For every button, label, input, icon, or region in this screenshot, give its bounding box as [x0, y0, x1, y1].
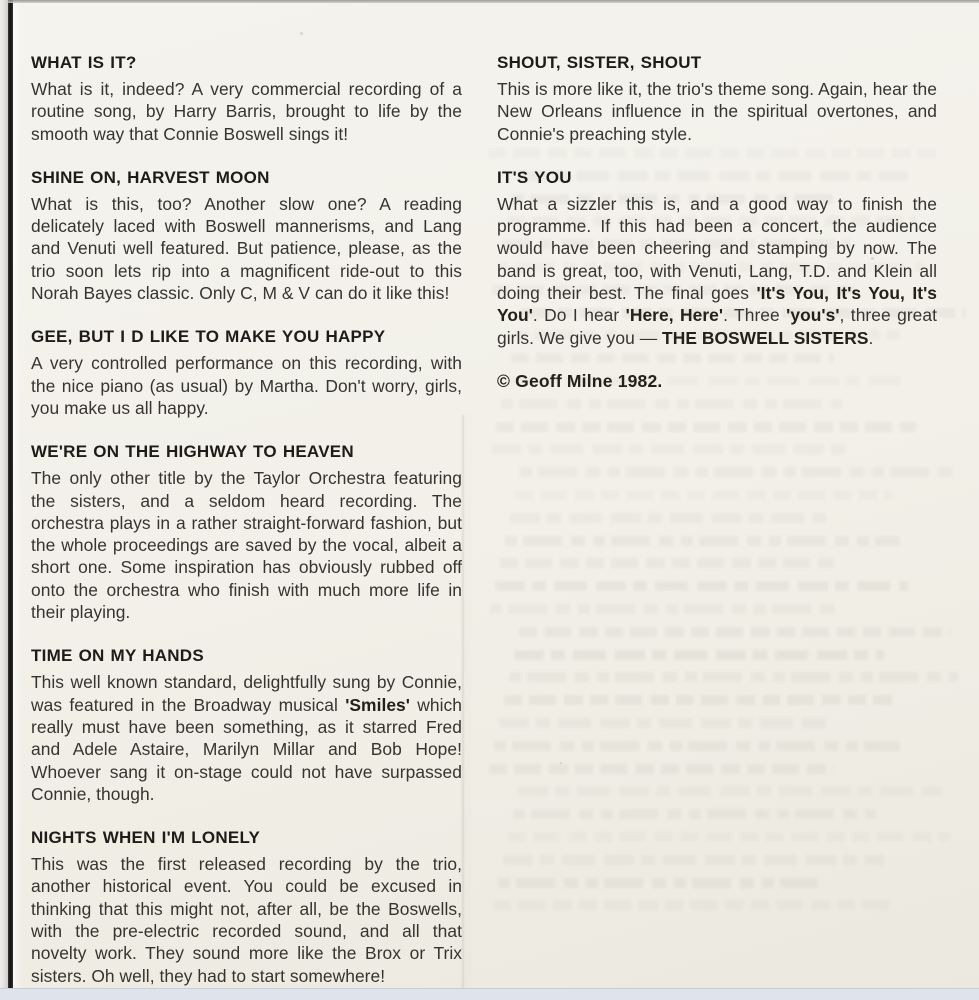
paper-speck: [871, 257, 874, 260]
liner-notes-section: [31, 644, 462, 805]
scanner-edge-bottom: [0, 988, 979, 1000]
bleed-through-line: [493, 900, 892, 910]
song-note-paragraph: [497, 78, 937, 145]
text-run: , three great girls. We give you —: [497, 305, 938, 348]
bleed-through-line: [510, 513, 826, 523]
song-title-heading: IT'S YOU: [497, 167, 572, 187]
text-run: 'Smiles': [345, 694, 410, 715]
song-note-paragraph: [31, 352, 462, 419]
text-run: 'It's You, It's You, It's You': [497, 283, 937, 326]
bleed-through-line: [495, 581, 908, 591]
bleed-through-line: [519, 627, 950, 637]
right-sections-container: [497, 51, 937, 349]
bleed-through-line: [515, 490, 892, 500]
page-edge-highlight: [13, 0, 22, 1000]
song-title-heading: SHOUT, SISTER, SHOUT: [497, 53, 702, 72]
text-run: . Three: [723, 305, 787, 326]
text-run: A very controlled performance on this recording, with the nice piano (as usual) by Martha. Don't worry, girls, you make us all happy.: [31, 353, 462, 418]
song-title-heading: GEE, BUT I D LIKE TO MAKE YOU HAPPY: [31, 327, 386, 347]
text-run: . Do I hear: [532, 305, 626, 326]
left-column: [31, 51, 462, 1000]
bleed-through-line: [514, 650, 884, 660]
text-run: THE BOSWELL SISTERS: [662, 327, 869, 348]
paper-speck: [182, 948, 184, 950]
bleed-through-line: [494, 741, 900, 751]
song-note-paragraph: [31, 193, 462, 304]
left-sections-container: [31, 51, 462, 987]
bleed-through-line: [503, 855, 884, 865]
bleed-through-line: [490, 604, 842, 614]
text-run: .: [868, 327, 874, 348]
song-note-paragraph: [31, 853, 462, 987]
song-note-paragraph: [31, 78, 462, 145]
bleed-through-line: [504, 695, 892, 705]
song-note-paragraph: [497, 193, 937, 349]
bleed-through-line: [508, 832, 950, 842]
text-run: This well known standard, delightfully sung by Connie, was featured in the Broadway musical: [31, 672, 462, 715]
scanner-edge-left: [0, 0, 8, 1000]
text-run: What a sizzler this is, and a good way to finish the programme. If this had been a concert, the audience would have been cheering and stamping by now. The band is great, too, with Venuti, Lang, T.D. and Klein all doing their best. The final goes: [497, 193, 937, 304]
bleed-through-line: [489, 764, 834, 774]
song-note-paragraph: [31, 671, 462, 805]
liner-notes-section: [497, 51, 937, 145]
text-run: which really must have been something, as it starred Fred and Adele Astaire, Marilyn Millar and Bob Hope! Whoever sang it on-stage could not have surpassed Connie, though.: [31, 694, 463, 804]
song-title-heading: WE'RE ON THE HIGHWAY TO HEAVEN: [31, 442, 354, 462]
liner-notes-section: [31, 325, 462, 419]
paper-speck: [560, 762, 562, 764]
paper-speck: [300, 32, 303, 35]
bleed-through-line: [513, 809, 876, 819]
copyright-credit: © Geoff Milne 1982.: [497, 370, 663, 391]
bleed-through-line: [496, 422, 916, 432]
song-title-heading: WHAT IS IT?: [31, 53, 137, 72]
liner-notes-section: [31, 166, 462, 304]
text-run: What is this, too? Another slow one? A reading delicately laced with Boswell mannerisms, and Lang and Venuti well featured. But patience, please, as the trio soon lets rip into a magnificent ride-out to this Norah Bayes classic. Only C, M & V can do it like this!: [31, 193, 462, 304]
right-column: [497, 51, 937, 392]
liner-notes-section: [31, 51, 462, 145]
liner-notes-section: [31, 826, 462, 987]
bleed-through-line: [520, 467, 958, 477]
text-run: The only other title by the Taylor Orchestra featuring the sisters, and a seldom heard recording. The orchestra plays in a rather straight-forward fashion, but the whole proceedings are saved by the vocal, albeit a short one. Some inspiration has obviously rubbed off onto the orchestra who finish with much more life in their playing.: [31, 468, 462, 623]
song-title-heading: NIGHTS WHEN I'M LONELY: [31, 828, 261, 848]
scanner-edge-top: [8, 0, 979, 3]
page-gutter-crease: [462, 415, 464, 989]
song-title-heading: TIME ON MY HANDS: [31, 646, 204, 666]
liner-notes-section: [31, 440, 462, 623]
text-run: 'you's': [786, 305, 840, 326]
text-run: This is more like it, the trio's theme song. Again, hear the New Orleans influence in the spiritual overtones, and Connie's preaching style.: [497, 79, 937, 144]
bleed-through-line: [505, 536, 900, 546]
text-run: 'Here, Here': [625, 305, 724, 326]
text-run: This was the first released recording by the trio, another historical event. You could be excused in thinking that this might not, after all, be the Boswells, with the pre-electric recorded sound, and all that novelty work. They sound more like the Brox or Trix sisters. Oh well, they had to start somewhere!: [31, 854, 462, 986]
bleed-through-line: [500, 558, 834, 568]
song-note-paragraph: [31, 467, 462, 623]
bleed-through-line: [501, 399, 842, 409]
song-title-heading: SHINE ON, HARVEST MOON: [31, 167, 270, 187]
bleed-through-line: [499, 718, 826, 728]
bleed-through-line: [498, 878, 818, 888]
bleed-through-line: [518, 786, 942, 796]
bleed-through-line: [491, 444, 850, 454]
bleed-through-line: [509, 672, 958, 682]
text-run: What is it, indeed? A very commercial recording of a routine song, by Harry Barris, brought to life by the smooth way that Connie Boswell sings it!: [31, 79, 462, 144]
